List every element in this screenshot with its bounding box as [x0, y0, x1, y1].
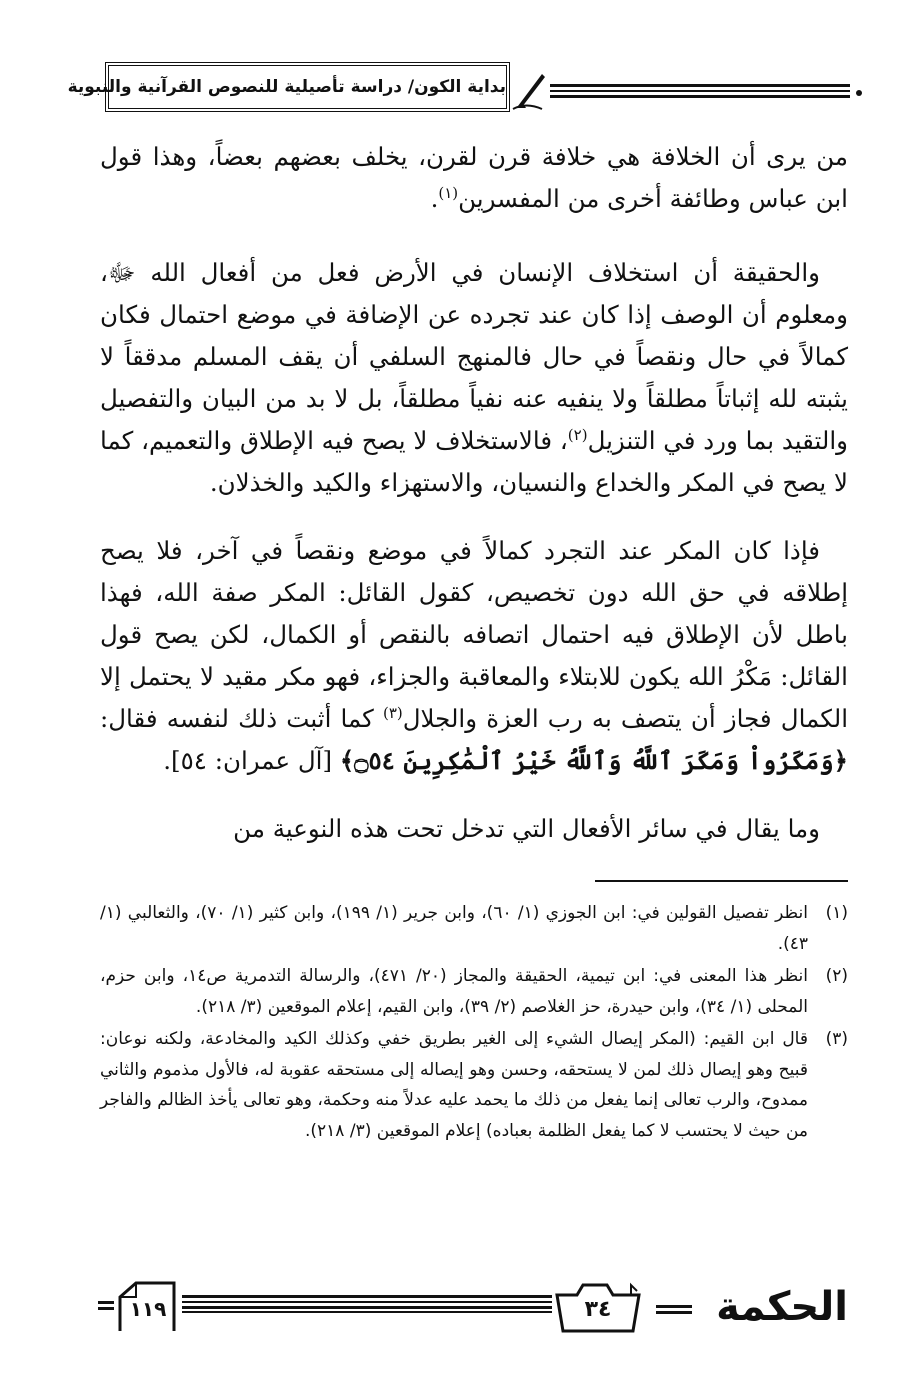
page-footer — [98, 1275, 850, 1335]
page-number: ١١٩ — [129, 1297, 167, 1321]
verse-citation: [آل عمران: ٥٤]. — [163, 746, 340, 775]
footnote-text: قال ابن القيم: (المكر إيصال الشيء إلى الغير بطريق خفي وكذلك الكيد والمخادعة، ولكنه نوعان: قبيح وهو إيصال ذلك لمن لا يستحقه، وحسن وهو إيصاله إلى مستحقه عقوبة له، فالأول مذموم والثاني ممدوح، والرب تعالى إنما يفعل من ذلك ما يحمد عليه عدلاً منه وحكمة، وهو تعالى يأخذ الظالم والفاجر من حيث لا يحتسب لا كما يفعل الظلمة بعباده) إعلام الموقعين (٣/ ٢١٨). — [100, 1029, 808, 1141]
magazine-logo: الحكمة — [716, 1284, 848, 1330]
issue-number: ٣٤ — [584, 1297, 612, 1322]
footnote-item — [100, 961, 848, 1022]
running-header — [67, 62, 850, 118]
footnote-number: (٣) — [825, 1029, 848, 1049]
paragraph-text: . — [430, 184, 439, 213]
footer-rule — [182, 1295, 552, 1315]
footnote-item — [100, 898, 848, 959]
paragraph-text: فإذا كان المكر عند التجرد كمالاً في موضع ونقصاً في آخر، فلا يصح إطلاقه في حق الله دون تخصيص، كقول القائل: المكر صفة الله، فهذا باطل لأن الإطلاق فيه احتمال اتصافه بالنقص أو الكمال، لكن يصح قول القائل: مَكْرُ الله يكون للابتلاء والمعاقبة والجزاء، فهو مكر مقيد لا يحتمل إلا الكمال فجاز أن يتصف به رب العزة والجلال — [100, 536, 848, 733]
header-dot — [856, 90, 862, 96]
paragraph-text: والحقيقة أن استخلاف الإنسان في الأرض فعل من أفعال الله ﷻ، ومعلوم أن الوصف إذا كان عند تجرده عن الإضافة في موضع احتمال فكان كمالاً في حال ونقصاً في حال فالمنهج السلفي أن يقف المسلم مدققاً لا يثبته لله إثباتاً مطلقاً ولا ينفيه عنه نفياً مطلقاً، بل لا بد من البيان والتفصيل والتقيد بما ورد في التنزيل — [100, 258, 848, 455]
header-title: بداية الكون/ دراسة تأصيلية للنصوص القرآنية والنبوية — [105, 62, 510, 112]
quran-verse: ﴿وَمَكَرُواْ وَمَكَرَ ٱللَّهُ وَٱللَّهُ خَيْرُ ٱلْمَٰكِرِينَ ۝٥٤﴾ — [339, 746, 848, 775]
footer-rule — [98, 1301, 114, 1311]
paragraph-text: كما أثبت ذلك لنفسه فقال: — [100, 704, 383, 733]
footnote-reference[interactable]: (٢) — [567, 425, 588, 444]
paragraph-text: من يرى أن الخلافة هي خلافة قرن لقرن، يخلف بعضهم بعضاً، وهذا قول ابن عباس وطائفة أخرى من المفسرين — [100, 142, 848, 213]
footnote-item — [100, 1024, 848, 1146]
paragraph-1 — [100, 136, 848, 220]
paragraph-2 — [100, 252, 848, 504]
footnote-text: انظر هذا المعنى في: ابن تيمية، الحقيقة والمجاز (٢٠/ ٤٧١)، والرسالة التدمرية ص١٤، وابن حزم، المحلى (١/ ٣٤)، وابن حيدرة، حز الغلاصم (٢/ ٣٩)، وابن القيم، إعلام الموقعين (٣/ ٢١٨). — [100, 966, 808, 1017]
footnote-text: انظر تفصيل القولين في: ابن الجوزي (١/ ٦٠)، وابن جرير (١/ ١٩٩)، وابن كثير (١/ ٧٠)، والثعالبي (١/ ٤٣). — [100, 903, 808, 954]
paragraph-text: وما يقال في سائر الأفعال التي تدخل تحت هذه النوعية من — [233, 814, 820, 843]
pen-icon — [512, 70, 548, 110]
footnote-number: (١) — [825, 903, 848, 923]
paragraph-4 — [100, 808, 848, 850]
footer-dash — [656, 1305, 692, 1314]
footnote-reference[interactable]: (١) — [438, 183, 459, 202]
footnote-reference[interactable]: (٣) — [382, 703, 403, 722]
paragraph-text: ، فالاستخلاف لا يصح فيه الإطلاق والتعميم، كما لا يصح في المكر والخداع والنسيان، والاستهزاء والكيد والخذلان. — [100, 426, 848, 497]
footnote-number: (٢) — [825, 966, 848, 986]
paragraph-3 — [100, 530, 848, 782]
footnotes — [100, 898, 848, 1148]
footnote-separator — [595, 880, 848, 882]
header-rule — [550, 84, 850, 98]
